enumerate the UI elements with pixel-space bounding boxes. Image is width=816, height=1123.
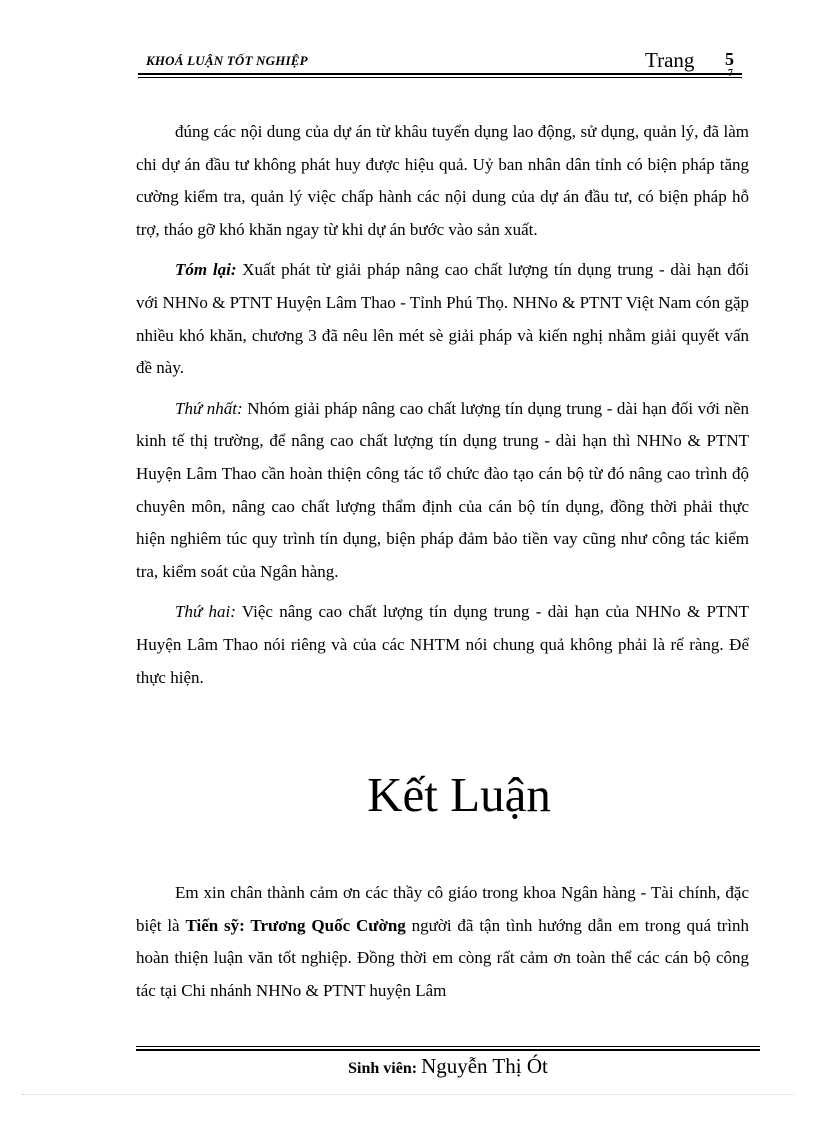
page-label: Trang xyxy=(645,48,695,72)
paragraph-text: người đã tận tình hướng dẫn em trong quá trình hoàn thiện luận văn tốt nghiệp. Đồng thời em còng rất cảm ơn toàn thể các cán bộ công tác tại Chi nhánh NHNo & PTNT huyện Lâm xyxy=(136,915,749,1000)
paragraph-lead: Thứ nhất: xyxy=(175,398,243,418)
student-credit xyxy=(136,1054,760,1079)
page-edge-divider xyxy=(22,1094,794,1095)
paragraph-text: Nhóm giải pháp nâng cao chất lượng tín dụng trung - dài hạn đối với nền kinh tế thị trường, để nâng cao chất lượng tín dụng trung - dài hạn thì NHNo & PTNT Huyện Lâm Thao cần hoàn thiện công tác tổ chức đào tạo cán bộ từ đó nâng cao trình độ chuyên môn, nâng cao chất lượng thẩm định của cán bộ tín dụng, đồng thời phải thực hiện nghiêm túc quy trình tín dụng, biện pháp đảm bảo tiền vay cũng như công tác kiểm tra, kiểm soát của Ngân hàng. xyxy=(136,398,749,581)
paragraph xyxy=(136,254,749,384)
footer-rule-thin xyxy=(136,1046,760,1047)
paragraph-lead: Thứ hai: xyxy=(175,602,236,622)
conclusion-heading: Kết Luận xyxy=(367,767,551,822)
paragraph-text: Em xin chân thành cảm ơn các thầy cô giáo trong khoa Ngân hàng - Tài chính, đặc biệt là xyxy=(136,883,749,935)
label-separator: : xyxy=(411,1060,422,1077)
footer-rule xyxy=(136,1049,760,1051)
header-rule xyxy=(138,73,742,75)
paragraph-text: Xuất phát từ giải pháp nâng cao chất lượng tín dụng trung - dài hạn đối với NHNo & PTNT Huyện Lâm Thao - Tỉnh Phú Thọ. NHNo & PTNT Việt Nam cón gặp nhiều khó khăn, chương 3 đã nêu lên mét sè giải pháp và kiến nghị nhằm giải quyết vấn đề này. xyxy=(136,260,749,378)
paragraph-text: đúng các nội dung của dự án từ khâu tuyển dụng lao động, sử dụng, quản lý, đã làm chi dự án đầu tư không phát huy được hiệu quả. Uỷ ban nhân dân tỉnh có biện pháp tăng cường kiểm tra, quản lý việc chấp hành các nội dung của dự án đầu tư, có biện pháp hỗ trợ, tháo gỡ khó khăn ngay từ khi dự án bước vào sản xuất. xyxy=(136,122,749,239)
conclusion-text xyxy=(136,877,749,1007)
page-header xyxy=(138,40,742,82)
paragraph-text: Việc nâng cao chất lượng tín dụng trung - dài hạn của NHNo & PTNT Huyện Lâm Thao nói riêng và của các NHTM nói chung quả không phải là rế ràng. Để thực hiện. xyxy=(136,602,749,687)
paragraph xyxy=(136,393,749,589)
page-footer xyxy=(136,1046,760,1086)
student-name: Nguyễn Thị Ót xyxy=(421,1054,548,1078)
body-text xyxy=(136,116,749,702)
paragraph xyxy=(136,596,749,694)
advisor-name: Tiến sỹ: Trương Quốc Cường xyxy=(185,915,406,935)
paragraph xyxy=(136,116,749,246)
header-rule-thin xyxy=(138,77,742,78)
page-number: 5 xyxy=(725,49,734,69)
paragraph-lead: Tóm lại: xyxy=(175,260,237,280)
document-title: KHOÁ LUẬN TỐT NGHIỆP xyxy=(146,53,308,68)
student-label: Sinh viên xyxy=(348,1060,412,1077)
paragraph xyxy=(136,877,749,1007)
